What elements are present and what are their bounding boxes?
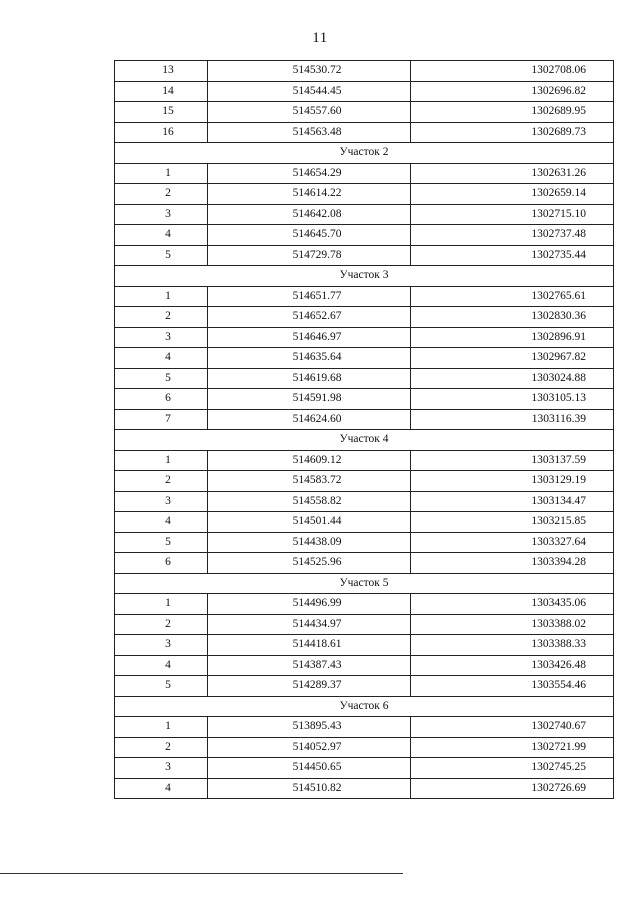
table-row [115,307,614,328]
y-coordinate-cell: 1303215.85 [411,512,614,533]
y-coordinate-cell: 1302696.82 [411,81,614,102]
x-coordinate-cell: 514563.48 [208,122,411,143]
section-title: Участок 3 [115,266,614,287]
y-coordinate-cell: 1302715.10 [411,204,614,225]
point-number-cell: 5 [115,368,208,389]
point-number-cell: 15 [115,102,208,123]
point-number-cell: 1 [115,286,208,307]
point-number-cell: 14 [115,81,208,102]
point-number-cell: 3 [115,635,208,656]
y-coordinate-cell: 1302740.67 [411,717,614,738]
y-coordinate-cell: 1302721.99 [411,737,614,758]
y-coordinate-cell: 1302765.61 [411,286,614,307]
point-number-cell: 13 [115,61,208,82]
y-coordinate-cell: 1303327.64 [411,532,614,553]
x-coordinate-cell: 514646.97 [208,327,411,348]
point-number-cell: 3 [115,204,208,225]
footer-rule [0,873,403,874]
point-number-cell: 6 [115,553,208,574]
table-row [115,450,614,471]
table-row [115,286,614,307]
y-coordinate-cell: 1302689.73 [411,122,614,143]
x-coordinate-cell: 514434.97 [208,614,411,635]
x-coordinate-cell: 514558.82 [208,491,411,512]
x-coordinate-cell: 514651.77 [208,286,411,307]
coordinates-table-body [115,61,614,799]
point-number-cell: 3 [115,327,208,348]
y-coordinate-cell: 1302830.36 [411,307,614,328]
x-coordinate-cell: 514642.08 [208,204,411,225]
x-coordinate-cell: 514525.96 [208,553,411,574]
table-row [115,327,614,348]
page-number: 11 [312,30,328,46]
x-coordinate-cell: 514557.60 [208,102,411,123]
table-row [115,676,614,697]
x-coordinate-cell: 514635.64 [208,348,411,369]
point-number-cell: 3 [115,758,208,779]
y-coordinate-cell: 1302735.44 [411,245,614,266]
y-coordinate-cell: 1303435.06 [411,594,614,615]
section-title: Участок 2 [115,143,614,164]
table-row [115,409,614,430]
y-coordinate-cell: 1302896.91 [411,327,614,348]
x-coordinate-cell: 514289.37 [208,676,411,697]
point-number-cell: 4 [115,512,208,533]
y-coordinate-cell: 1303388.02 [411,614,614,635]
table-row [115,717,614,738]
coordinates-table [114,60,614,799]
point-number-cell: 1 [115,450,208,471]
y-coordinate-cell: 1302689.95 [411,102,614,123]
x-coordinate-cell: 514501.44 [208,512,411,533]
table-row [115,368,614,389]
table-row [115,122,614,143]
x-coordinate-cell: 514645.70 [208,225,411,246]
x-coordinate-cell: 514729.78 [208,245,411,266]
x-coordinate-cell: 514418.61 [208,635,411,656]
x-coordinate-cell: 514614.22 [208,184,411,205]
section-header-row [115,573,614,594]
point-number-cell: 4 [115,225,208,246]
x-coordinate-cell: 514591.98 [208,389,411,410]
point-number-cell: 7 [115,409,208,430]
y-coordinate-cell: 1303137.59 [411,450,614,471]
table-row [115,245,614,266]
y-coordinate-cell: 1303388.33 [411,635,614,656]
table-row [115,512,614,533]
table-row [115,163,614,184]
table-row [115,389,614,410]
point-number-cell: 1 [115,594,208,615]
y-coordinate-cell: 1303554.46 [411,676,614,697]
point-number-cell: 1 [115,163,208,184]
point-number-cell: 16 [115,122,208,143]
section-title: Участок 4 [115,430,614,451]
x-coordinate-cell: 514624.60 [208,409,411,430]
point-number-cell: 4 [115,655,208,676]
table-row [115,491,614,512]
table-row [115,102,614,123]
point-number-cell: 4 [115,778,208,799]
section-title: Участок 5 [115,573,614,594]
point-number-cell: 5 [115,245,208,266]
y-coordinate-cell: 1303116.39 [411,409,614,430]
y-coordinate-cell: 1303105.13 [411,389,614,410]
section-header-row [115,696,614,717]
y-coordinate-cell: 1302737.48 [411,225,614,246]
y-coordinate-cell: 1303129.19 [411,471,614,492]
x-coordinate-cell: 514544.45 [208,81,411,102]
point-number-cell: 1 [115,717,208,738]
table-row [115,778,614,799]
table-row [115,655,614,676]
point-number-cell: 6 [115,389,208,410]
table-row [115,532,614,553]
y-coordinate-cell: 1303394.28 [411,553,614,574]
table-row [115,61,614,82]
table-row [115,471,614,492]
table-row [115,594,614,615]
y-coordinate-cell: 1302967.82 [411,348,614,369]
point-number-cell: 5 [115,532,208,553]
x-coordinate-cell: 514619.68 [208,368,411,389]
y-coordinate-cell: 1302659.14 [411,184,614,205]
table-row [115,81,614,102]
section-header-row [115,143,614,164]
table-row [115,553,614,574]
x-coordinate-cell: 514654.29 [208,163,411,184]
x-coordinate-cell: 514530.72 [208,61,411,82]
y-coordinate-cell: 1302745.25 [411,758,614,779]
x-coordinate-cell: 514652.67 [208,307,411,328]
point-number-cell: 2 [115,184,208,205]
x-coordinate-cell: 514387.43 [208,655,411,676]
point-number-cell: 3 [115,491,208,512]
y-coordinate-cell: 1302708.06 [411,61,614,82]
table-row [115,758,614,779]
x-coordinate-cell: 514510.82 [208,778,411,799]
section-header-row [115,430,614,451]
section-title: Участок 6 [115,696,614,717]
x-coordinate-cell: 514052.97 [208,737,411,758]
x-coordinate-cell: 514609.12 [208,450,411,471]
table-row [115,635,614,656]
y-coordinate-cell: 1303426.48 [411,655,614,676]
point-number-cell: 2 [115,737,208,758]
point-number-cell: 2 [115,307,208,328]
x-coordinate-cell: 514583.72 [208,471,411,492]
table-row [115,184,614,205]
table-row [115,204,614,225]
x-coordinate-cell: 514438.09 [208,532,411,553]
point-number-cell: 2 [115,614,208,635]
point-number-cell: 5 [115,676,208,697]
x-coordinate-cell: 514496.99 [208,594,411,615]
y-coordinate-cell: 1302631.26 [411,163,614,184]
table-row [115,614,614,635]
x-coordinate-cell: 514450.65 [208,758,411,779]
y-coordinate-cell: 1303024.88 [411,368,614,389]
table-row [115,225,614,246]
table-row [115,348,614,369]
table-row [115,737,614,758]
point-number-cell: 4 [115,348,208,369]
point-number-cell: 2 [115,471,208,492]
x-coordinate-cell: 513895.43 [208,717,411,738]
y-coordinate-cell: 1303134.47 [411,491,614,512]
y-coordinate-cell: 1302726.69 [411,778,614,799]
section-header-row [115,266,614,287]
